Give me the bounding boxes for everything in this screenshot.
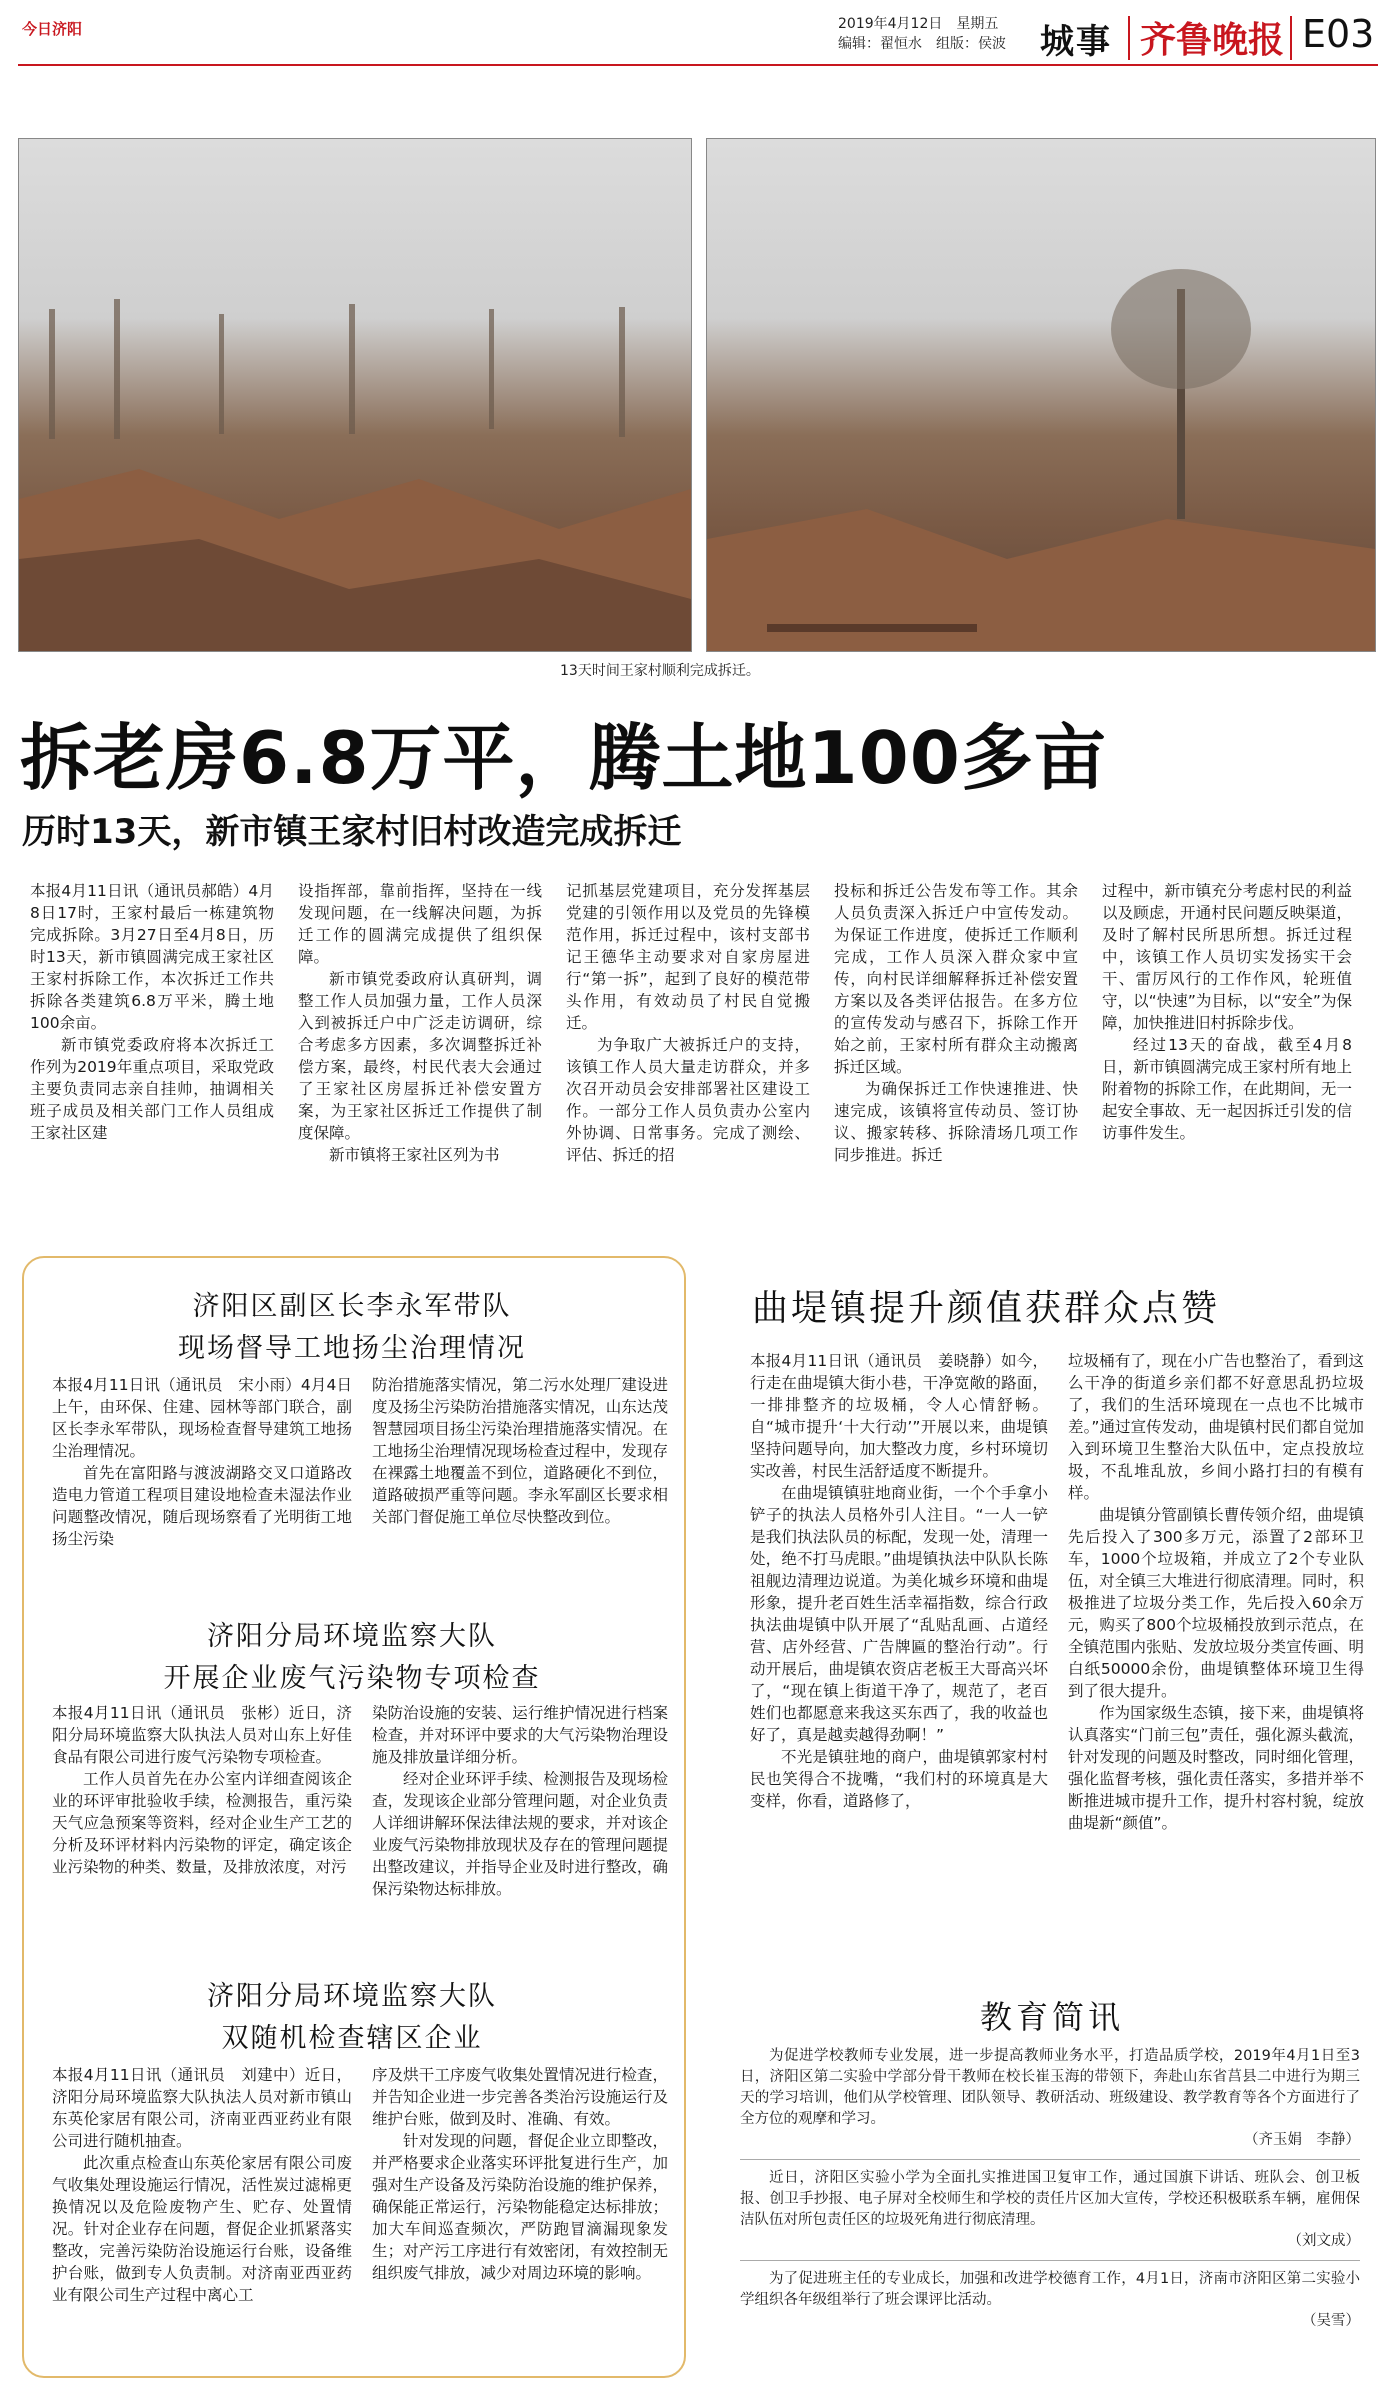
paragraph: 防治措施落实情况，第二污水处理厂建设进度及扬尘污染防治措施落实情况，山东达茂智慧园项目扬尘污染治理措施落实情况。在工地扬尘治理情况现场检查过程中，发现存在裸露土地覆盖不到位，道路硬化不到位，道路破损严重等问题。李永军副区长要求相关部门督促施工单位尽快整改到位。 (372, 1376, 668, 1526)
paragraph: 本报4月11日讯（通讯员 姜晓静）如今，行走在曲堤镇大街小巷，干净宽敞的路面，一排排整齐的垃圾桶，令人心情舒畅。自“城市提升‘十大行动’”开展以来，曲堤镇坚持问题导向，加大整改力度，乡村环境切实改善，村民生活舒适度不断提升。 (750, 1352, 1048, 1480)
divider (740, 2260, 1360, 2261)
main-article-col-3 (566, 880, 810, 1166)
story-a-col-2 (372, 1374, 668, 1528)
paragraph: 针对发现的问题，督促企业立即整改，并严格要求企业落实环评批复进行生产，加强对生产设备及污染防治设施的维护保养，确保能正常运行，污染物能稳定达标排放；加大车间巡查频次，严防跑冒滴漏现象发生；对产污工序进行有效密闭，有效控制无组织废气排放，减少对周边环境的影响。 (372, 2132, 668, 2282)
header-rule (18, 64, 1378, 66)
paragraph: 本报4月11日讯（通讯员 张彬）近日，济阳分局环境监察大队执法人员对山东上好佳食品有限公司进行废气污染物专项检查。 (52, 1704, 352, 1766)
edu-briefs (740, 2046, 1360, 2332)
story-a-title-line1: 济阳区副区长李永军带队 (192, 1291, 512, 1322)
section-label: 今日济阳 (22, 20, 83, 38)
paragraph: 经对企业环评手续、检测报告及现场检查，发现该企业部分管理问题，对企业负责人详细讲解环保法律法规的要求，并对该企业废气污染物排放现状及存在的管理问题提出整改建议，并指导企业及时进行整改，确保污染物达标排放。 (372, 1770, 668, 1898)
story-d-title: 曲堤镇提升颜值获群众点赞 (752, 1288, 1221, 1329)
story-c-title-line2: 双随机检查辖区企业 (221, 2023, 483, 2054)
photo-scene-left (19, 139, 691, 651)
edu-item: 为促进学校教师专业发展，进一步提高教师业务水平，打造品质学校，2019年4月1日至3日，济阳区第二实验中学部分骨干教师在校长崔玉海的带领下，奔赴山东省莒县二中进行为期三天的学习培训，他们从学校管理、团队领导、教研活动、班级建设、教学教育等各个方面进行了全方位的观摩和学习。 (740, 2048, 1360, 2127)
paragraph: 在曲堤镇镇驻地商业街，一个个手拿小铲子的执法人员格外引人注目。“一人一铲是我们执法队员的标配，发现一处，清理一处，绝不打马虎眼。”曲堤镇执法中队队长陈祖舰边清理边说道。为美化城乡环境和曲堤形象，提升老百姓生活幸福指数，综合行政执法曲堤镇中队开展了“乱贴乱画、占道经营、店外经营、广告牌匾的整治行动”。行动开展后，曲堤镇农资店老板王大哥高兴坏了，“现在镇上街道干净了，规范了，老百姓们也都愿意来我这买东西了，我的收益也好了，真是越卖越得劲啊！” (750, 1484, 1048, 1744)
paragraph: 过程中，新市镇充分考虑村民的利益以及顾虑，开通村民问题反映渠道，及时了解村民所思所想。拆迁过程中，该镇工作人员切实发扬实干会干、雷厉风行的工作作风，轮班值守，以“快速”为目标，以“安全”为保障，加快推进旧村拆除步伐。 (1102, 882, 1352, 1032)
main-article-col-2 (298, 880, 542, 1166)
main-article-col-1 (30, 880, 274, 1144)
paragraph: 新市镇党委政府认真研判，调整工作人员加强力量，工作人员深入到被拆迁户中广泛走访调研，综合考虑多方因素，多次调整拆迁补偿方案，最终，村民代表大会通过了王家社区房屋拆迁补偿安置方案，为王家社区拆迁工作提供了制度保障。 (298, 970, 542, 1142)
demolition-photo-right (706, 138, 1376, 652)
main-subhead: 历时13天，新市镇王家村旧村改造完成拆迁 (22, 812, 682, 852)
story-b-col-2 (372, 1702, 668, 1900)
demolition-photo-left (18, 138, 692, 652)
main-article-col-4 (834, 880, 1078, 1166)
paragraph: 设指挥部，靠前指挥，坚持在一线发现问题，在一线解决问题，为拆迁工作的圆满完成提供了组织保障。 (298, 882, 542, 966)
edu-item: 为了促进班主任的专业成长，加强和改进学校德育工作，4月1日，济南市济阳区第二实验小学组织各年级组举行了班会课评比活动。 (740, 2271, 1360, 2308)
paragraph: 新市镇将王家社区列为书 (329, 1146, 500, 1164)
paragraph: 垃圾桶有了，现在小广告也整治了，看到这么干净的街道乡亲们都不好意思乱扔垃圾了，我们的生活环境现在一点也不比城市差。”通过宣传发动，曲堤镇村民们都自觉加入到环境卫生整治大队伍中，定点投放垃圾，不乱堆乱放，乡间小路打扫的有模有样。 (1068, 1352, 1364, 1502)
section-name: 城事 (1040, 22, 1112, 62)
paragraph: 不光是镇驻地的商户，曲堤镇郭家村村民也笑得合不拢嘴，“我们村的环境真是大变样，你看，道路修了， (750, 1748, 1048, 1810)
paragraph: 新市镇党委政府将本次拆迁工作列为2019年重点项目，采取党政主要负责同志亲自挂帅，抽调相关班子成员及相关部门工作人员组成王家社区建 (30, 1036, 274, 1142)
paragraph: 首先在富阳路与渡波湖路交叉口道路改造电力管道工程项目建设地检查未湿法作业问题整改情况，随后现场察看了光明街工地扬尘污染 (52, 1464, 352, 1548)
paragraph: 此次重点检查山东英伦家居有限公司废气收集处理设施运行情况，活性炭过滤棉更换情况以及危险废物产生、贮存、处置情况。针对企业存在问题，督促企业抓紧落实整改，完善污染防治设施运行台账，设备维护台账，做到专人负责制。对济南亚西亚药业有限公司生产过程中离心工 (52, 2154, 352, 2304)
edu-signature: （刘文成） (1287, 2233, 1360, 2249)
story-c-col-2 (372, 2064, 668, 2284)
edu-item: 近日，济阳区实验小学为全面扎实推进国卫复审工作，通过国旗下讲话、班队会、创卫板报、创卫手抄报、电子屏对全校师生和学校的责任片区加大宣传，学校还积极联系车辆，雇佣保洁队伍对所包责任区的垃圾死角进行彻底清理。 (740, 2170, 1360, 2228)
paragraph: 曲堤镇分管副镇长曹传领介绍，曲堤镇先后投入了300多万元，添置了2部环卫车，1000个垃圾箱，并成立了2个专业队伍，对全镇三大堆进行彻底清理。同时，积极推进了垃圾分类工作，先后投入60余万元，购买了800个垃圾桶投放到示范点，在全镇范围内张贴、发放垃圾分类宣传画、明白纸50000余份，曲堤镇整体环境卫生得到了很大提升。 (1068, 1506, 1364, 1700)
paragraph: 本报4月11日讯（通讯员 宋小雨）4月4日上午，由环保、住建、园林等部门联合，副区长李永军带队，现场检查督导建筑工地扬尘治理情况。 (52, 1376, 352, 1460)
divider (1128, 16, 1130, 60)
paragraph: 为确保拆迁工作快速推进、快速完成，该镇将宣传动员、签订协议、搬家转移、拆除清场几项工作同步推进。拆迁 (834, 1080, 1078, 1164)
paragraph: 经过13天的奋战，截至4月8日，新市镇圆满完成王家村所有地上附着物的拆除工作，在此期间，无一起安全事故、无一起因拆迁引发的信访事件发生。 (1102, 1036, 1352, 1142)
paragraph: 序及烘干工序废气收集处置情况进行检查，并告知企业进一步完善各类治污设施运行及维护台账，做到及时、准确、有效。 (372, 2066, 668, 2128)
issue-date: 2019年4月12日 星期五 (838, 16, 999, 32)
main-article-col-5 (1102, 880, 1352, 1144)
story-b-title-line1: 济阳分局环境监察大队 (207, 1621, 497, 1652)
photo-caption: 13天时间王家村顺利完成拆迁。 (560, 663, 760, 679)
edu-signature: （吴雪） (1302, 2313, 1360, 2329)
story-c-col-1 (52, 2064, 352, 2306)
paragraph: 投标和拆迁公告发布等工作。其余人员负责深入拆迁户中宣传发动。为保证工作进度，使拆迁工作顺利完成，工作人员深入群众家中宣传，向村民详细解释拆迁补偿安置方案以及各类评估报告。在多方位的宣传发动与感召下，拆除工作开始之前，王家村所有群众主动搬离拆迁区域。 (834, 882, 1078, 1076)
paragraph: 染防治设施的安装、运行维护情况进行档案检查，并对环评中要求的大气污染物治理设施及排放量详细分析。 (372, 1704, 668, 1766)
paper-logo: 齐鲁晚报 (1140, 19, 1285, 61)
story-d-col-1 (750, 1350, 1048, 1812)
issue-meta (838, 14, 1006, 54)
story-b-title-line2: 开展企业废气污染物专项检查 (163, 1663, 541, 1694)
editors: 编辑：翟恒水 组版：侯波 (838, 36, 1006, 52)
paragraph: 本报4月11日讯（通讯员郝皓）4月8日17时，王家村最后一栋建筑物完成拆除。3月27日至4月8日，历时13天，新市镇圆满完成王家社区王家村拆除工作，本次拆迁工作共拆除各类建筑6.8万平米，腾土地100余亩。 (30, 882, 274, 1032)
divider (1290, 16, 1292, 60)
paragraph: 作为国家级生态镇，接下来，曲堤镇将认真落实“门前三包”责任，强化源头截流，针对发现的问题及时整改，同时细化管理，强化监督考核，强化责任落实，多措并举不断推进城市提升工作，提升村容村貌，绽放曲堤新“颜值”。 (1068, 1704, 1364, 1832)
paragraph: 本报4月11日讯（通讯员 刘建中）近日，济阳分局环境监察大队执法人员对新市镇山东英伦家居有限公司，济南亚西亚药业有限公司进行随机抽查。 (52, 2066, 352, 2150)
edu-signature: （齐玉娟 李静） (1244, 2132, 1360, 2148)
story-d-col-2 (1068, 1350, 1364, 1834)
paragraph: 工作人员首先在办公室内详细查阅该企业的环评审批验收手续，检测报告，重污染天气应急预案等资料，经对企业生产工艺的分析及环评材料内污染物的评定，确定该企业污染物的种类、数量，及排放浓度，对污 (52, 1770, 352, 1876)
page-number: E03 (1302, 12, 1375, 56)
story-a-title-line2: 现场督导工地扬尘治理情况 (178, 1333, 526, 1364)
paragraph: 记抓基层党建项目，充分发挥基层党建的引领作用以及党员的先锋模范作用，拆迁过程中，该村支部书记王德华主动要求对自家房屋进行“第一拆”，起到了良好的模范带头作用，有效动员了村民自觉搬迁。 (566, 882, 810, 1032)
story-b-col-1 (52, 1702, 352, 1878)
story-c-title-line1: 济阳分局环境监察大队 (207, 1981, 497, 2012)
divider (740, 2159, 1360, 2160)
photo-scene-right (707, 139, 1375, 651)
story-a-col-1 (52, 1374, 352, 1550)
main-headline: 拆老房6.8万平，腾土地100多亩 (20, 716, 1107, 800)
edu-title: 教育简讯 (980, 1998, 1125, 2036)
paragraph: 为争取广大被拆迁户的支持，该镇工作人员大量走访群众，并多次召开动员会安排部署社区建设工作。一部分工作人员负责办公室内外协调、日常事务。完成了测绘、评估、拆迁的招 (566, 1036, 810, 1164)
